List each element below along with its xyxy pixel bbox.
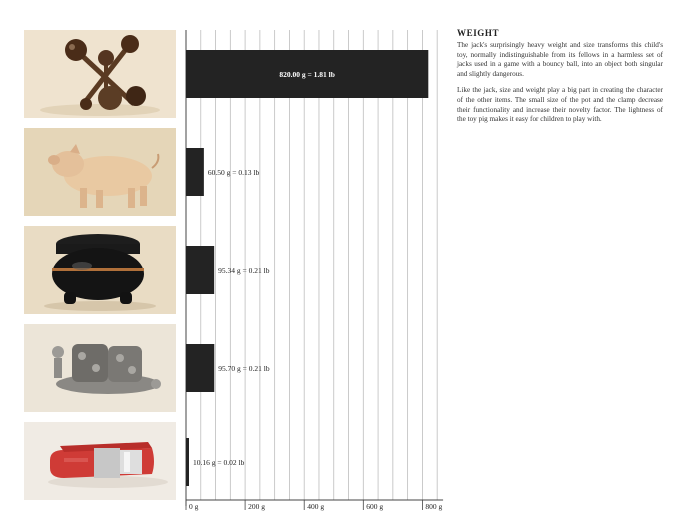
bar-data-label: 10.16 g = 0.02 lb [193, 458, 245, 467]
bar-data-label: 820.00 g = 1.81 lb [279, 70, 335, 79]
x-tick-label: 400 g [307, 502, 325, 511]
bars [186, 50, 428, 486]
x-tick-label: 800 g [425, 502, 443, 511]
section-heading: WEIGHT [457, 28, 500, 38]
x-tick-label: 0 g [189, 502, 199, 511]
bar-toy-pig [186, 148, 204, 196]
x-tick-label: 200 g [248, 502, 265, 511]
bar-data-label: 95.34 g = 0.21 lb [218, 266, 270, 275]
text-panel [457, 28, 663, 132]
bar-data-label: 60.50 g = 0.13 lb [207, 168, 260, 177]
bar-hair-clip [186, 438, 189, 486]
bar-clamp [186, 344, 214, 392]
paragraph-2: Like the jack, size and weight play a big part in creating the character of the other items. The small size of the pot and the clamp decrease their functionality and increase their novelty factor. The lightness of the toy pig makes it easy for children to play with. [457, 86, 663, 124]
bar-pot [186, 246, 214, 294]
x-axis [186, 500, 443, 511]
bar-data-label: 95.70 g = 0.21 lb [218, 364, 270, 373]
x-tick-label: 600 g [366, 502, 384, 511]
paragraph-1: The jack's surprisingly heavy weight and size transforms this child's toy, normally indistinguishable from its fellows in a harmless set of jacks used in a game with a bouncy ball, into an object both singular and slightly dangerous. [457, 41, 663, 78]
